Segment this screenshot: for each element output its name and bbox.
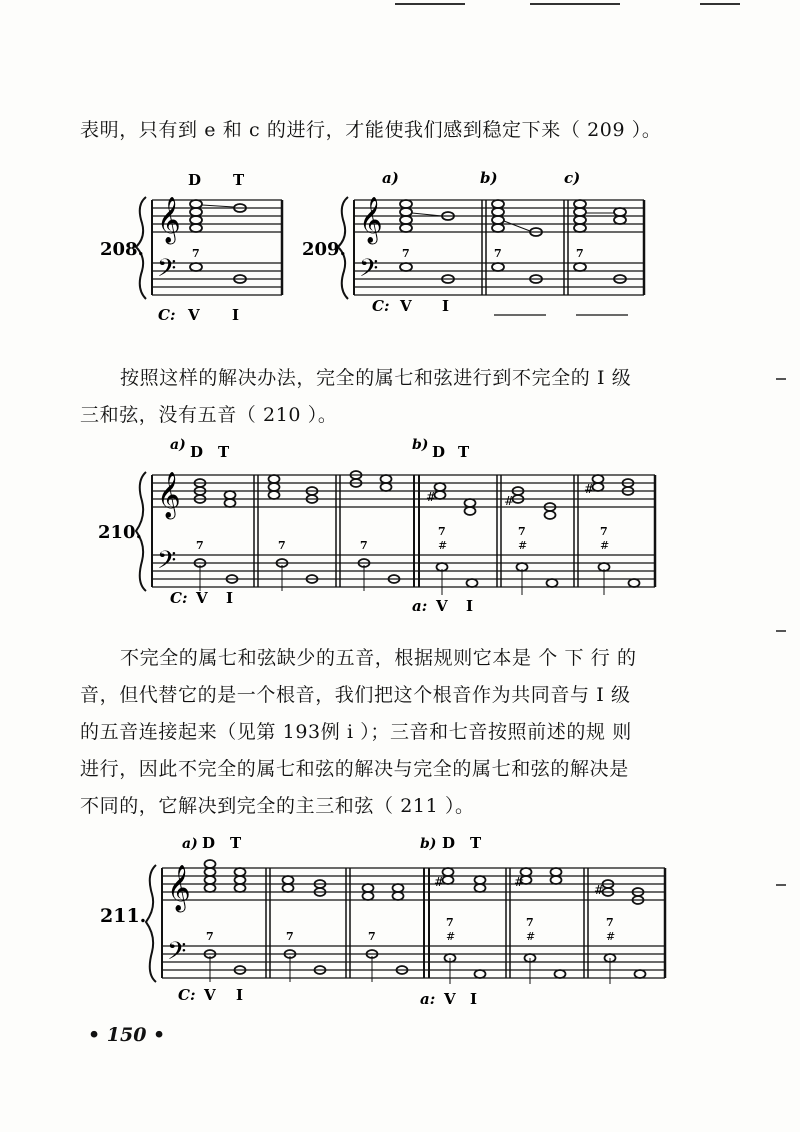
ex211-seventh-6: 7 (606, 916, 614, 929)
ex211-figsharp-6: # (606, 930, 616, 943)
top-rule-right (700, 3, 740, 5)
ex210-sharp-2: # (504, 494, 515, 508)
ex210-seventh-5: 7 (518, 525, 526, 538)
margin-mark (776, 630, 786, 632)
ex211-figsharp-5: # (526, 930, 536, 943)
ex211-number: 211. (100, 905, 147, 927)
paragraph-3 (80, 640, 720, 825)
ex210-D-a: D (190, 443, 204, 461)
ex210-key-c: C: (170, 589, 188, 607)
ex210-T-a: T (218, 443, 230, 461)
svg-text:𝄞: 𝄞 (359, 197, 383, 243)
ex210-seventh-3: 7 (360, 539, 368, 552)
paragraph-2 (80, 360, 720, 434)
text-line: 三和弦，没有五音（ 210 ）。 (80, 404, 338, 426)
ex210-I-c: I (226, 589, 234, 607)
ex211-b: b) (420, 836, 437, 852)
ex211-sharp-2: # (514, 875, 525, 889)
ex211-sharp-3: # (594, 883, 605, 897)
ex211-figsharp-4: # (446, 930, 456, 943)
ex210-D-b: D (432, 443, 446, 461)
ex209-key: C: (372, 297, 390, 315)
svg-text:𝄞: 𝄞 (157, 197, 181, 243)
text-line: 不同的，它解决到完全的主三和弦（ 211 ）。 (80, 795, 475, 817)
ex211-T-a: T (230, 834, 242, 852)
ex211-a: a) (182, 836, 198, 852)
paragraph-1 (80, 112, 720, 149)
text-line: 进行，因此不完全的属七和弦的解决与完全的属七和弦的解决是 (80, 758, 629, 780)
ex209-seventh-c: 7 (576, 247, 584, 260)
ex211-key-a: a: (420, 990, 436, 1008)
ex211-I-a: I (470, 990, 478, 1008)
ex211-key-c: C: (178, 986, 196, 1004)
ex210-seventh-6: 7 (600, 525, 608, 538)
ex210-sharp-1: # (426, 490, 437, 504)
ex209-seventh-a: 7 (402, 247, 410, 260)
ex210-I-a: I (466, 597, 474, 615)
top-rule-mid (530, 3, 620, 5)
ex209-a: a) (382, 169, 399, 187)
ex210-b: b) (412, 437, 429, 453)
ex211-seventh-2: 7 (286, 930, 294, 943)
ex210-number: 210. (98, 522, 142, 543)
ex210-seventh-2: 7 (278, 539, 286, 552)
svg-text:𝄢: 𝄢 (157, 254, 177, 289)
ex208-seventh: 7 (192, 247, 200, 260)
ex210-a: a) (170, 437, 186, 453)
ex210-T-b: T (458, 443, 470, 461)
ex211-V-c: V (204, 986, 216, 1004)
text-line: 的五音连接起来（见第 193例 i ）；三音和七音按照前述的规 则 (80, 721, 632, 743)
ex211-seventh-3: 7 (368, 930, 376, 943)
ex209-seventh-b: 7 (494, 247, 502, 260)
ex210-seventh-4: 7 (438, 525, 446, 538)
svg-text:𝄞: 𝄞 (157, 472, 181, 518)
ex211-V-a: V (444, 990, 456, 1008)
ex210-sharp-3: # (584, 482, 595, 496)
example-209 (302, 165, 652, 340)
text-line: 按照这样的解决办法，完全的属七和弦进行到不完全的 I 级 (120, 367, 632, 389)
ex210-V-a: V (436, 597, 448, 615)
ex209-V: V (400, 297, 412, 315)
ex209-c: c) (564, 169, 581, 187)
ex210-V-c: V (196, 589, 208, 607)
svg-text:𝄞: 𝄞 (167, 865, 191, 911)
ex210-figsharp-6: # (600, 539, 610, 552)
ex208-T: T (233, 171, 245, 189)
ex211-sharp-1: # (434, 875, 445, 889)
ex210-figsharp-4: # (438, 539, 448, 552)
example-210 (90, 435, 770, 615)
ex211-seventh-4: 7 (446, 916, 454, 929)
text-line: 不完全的属七和弦缺少的五音，根据规则它本是 个 下 行 的 (120, 647, 637, 669)
page-number: • 150 • (88, 1024, 166, 1046)
text-line: 表明，只有到 e 和 c 的进行，才能使我们感到稳定下来（ 209 ）。 (80, 119, 662, 141)
ex211-I-c: I (236, 986, 244, 1004)
ex211-D-b: D (442, 834, 456, 852)
ex209-number: 209. (302, 239, 346, 260)
ex210-key-a: a: (412, 597, 428, 615)
ex208-number: 208. (100, 239, 144, 260)
example-211 (90, 828, 770, 1013)
example-208 (100, 165, 300, 340)
ex211-seventh-5: 7 (526, 916, 534, 929)
ex210-seventh-1: 7 (196, 539, 204, 552)
svg-text:𝄢: 𝄢 (359, 254, 379, 289)
ex209-b: b) (480, 169, 498, 187)
svg-text:𝄢: 𝄢 (167, 937, 187, 972)
margin-mark (776, 884, 786, 886)
ex211-T-b: T (470, 834, 482, 852)
top-rule-left (395, 3, 465, 5)
svg-text:𝄢: 𝄢 (157, 546, 177, 581)
ex210-figsharp-5: # (518, 539, 528, 552)
ex208-D: D (188, 171, 202, 189)
text-line: 音，但代替它的是一个根音，我们把这个根音作为共同音与 I 级 (80, 684, 631, 706)
ex209-I: I (442, 297, 450, 315)
ex208-I: I (232, 306, 240, 324)
ex208-key: C: (158, 306, 176, 324)
margin-mark (776, 378, 786, 380)
ex211-D-a: D (202, 834, 216, 852)
ex208-V: V (188, 306, 200, 324)
ex211-seventh-1: 7 (206, 930, 214, 943)
